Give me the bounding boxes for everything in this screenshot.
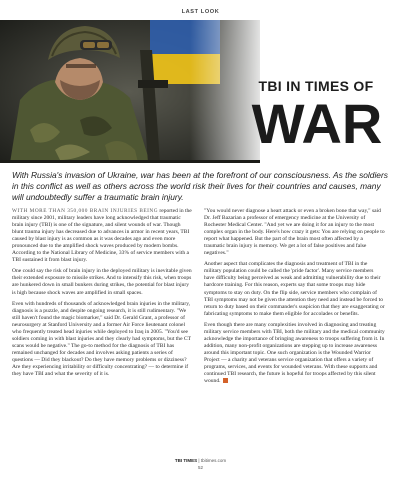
section-label: LAST LOOK: [181, 9, 220, 15]
standfirst: With Russia's invasion of Ukraine, war has been at the forefront of our consciousness. As the soldiers in this conflict as well as others across the world risk their lives for their countries and causes, many will undoubtedly suffer a traumatic brain injury.: [12, 170, 388, 203]
title-line-1: TBI IN TIMES OF: [258, 78, 374, 94]
lead-in: WITH MORE THAN 350,000 BRAIN INJURIES BEING: [12, 208, 159, 214]
footer-separator: |: [197, 458, 201, 463]
article-paragraph: "You would never diagnose a heart attack or even a broken bone that way," said Dr. Jeff Bazarian a professor of emergency medicine at the University of Rochester Medical Center. "And yet we are doing it for an injury to the most complex organ in the body. Here's how crazy it gets: You are relying on people to report what happened. But the part of the brain most often affected by a traumatic brain injury is memory. We get a lot of false positives and false negatives.": [204, 208, 385, 257]
page-number: 52: [197, 465, 203, 470]
square-end-mark-icon: [223, 378, 228, 383]
article-paragraph: [204, 322, 385, 385]
paragraph-text: reported in the military since 2001, military leaders have long acknowledged that traumatic brain injury (TBI) is one of the signature, and silent wounds of war. Though blunt trauma injury has decreased due to advances in armor in recent years, TBI caused by blast injury is as common as it was decades ago and even more pronounced due to the amplified shock waves produced by modern bombs. According to the National Library of Medicine, 33% of service members with a TBI sustained it from blast injury.: [12, 208, 192, 264]
footer-brand: TBI TIMES: [174, 458, 198, 463]
article-column-right: [204, 208, 385, 389]
article-paragraph: Even with hundreds of thousands of acknowledged brain injuries in the military, diagnosis is a puzzle, and despite ongoing research, it is still rudimentary. "We still haven't found the magic biomarker," said Dr. Gerald Grant, a professor of neurosurgery at Stanford University and a former Air Force lieutenant colonel who frequently treated head injuries while deployed to Iraq in 2005. "You'd see soldiers coming in with blast injuries and they clearly had symptoms, but the CT scans would be negative." The go-to method for the diagnosis of TBI has remained unchanged for decades and involves asking patients a series of questions — Did they blackout? Do they have memory problems or dizziness? Are they experiencing irritability or difficulty concentrating? — to determine if they have TBI and what the severity of it is.: [12, 300, 191, 378]
footer-site-link[interactable]: tbitimes.com: [200, 458, 227, 463]
article-paragraph: [12, 208, 193, 264]
article-paragraph: Another aspect that complicates the diagnosis and treatment of TBI in the military population could be called the 'pride factor'. Many service members have difficulty being perceived as weak and admitting vulnerability due to their hardcore training. For this reason, experts say that some troops may hide symptoms to stay on duty. On the flip side, service members who complain of TBI symptoms may not be given the attention they need and instead be forced to return to duty based on their commander's suspicion that they are exaggerating or fabricating symptoms to make them eligible for accolades or benefits.: [204, 261, 385, 317]
hero-banner: [0, 20, 401, 163]
article-paragraph: One could say the risk of brain injury in the deployed military is inevitable given their extended exposure to missile strikes. And to intensify this risk, when troops are hunkered down in small bunkers during strikes, the potential for blast injury is high because shock waves are amplified in small spaces.: [12, 268, 192, 296]
article-column-left: [12, 208, 193, 382]
paragraph-text: Even though there are many complexities involved in diagnosing and treating military service members with TBI, both the military and the medical community acknowledge the importance of bringing awareness to troops suffering from it. In addition, many non-profit organizations are stepping up to increase awareness around this important topic. One such organization is the Wounded Warrior Project — a charity and veterans service organization that offers a variety of programs, services, and events for wounded veterans. With these supports and continued TBI research, the future is hopeful for troops affected by this silent wound.: [204, 321, 385, 385]
page-footer: [0, 458, 401, 463]
title-line-2: WAR: [251, 92, 383, 155]
